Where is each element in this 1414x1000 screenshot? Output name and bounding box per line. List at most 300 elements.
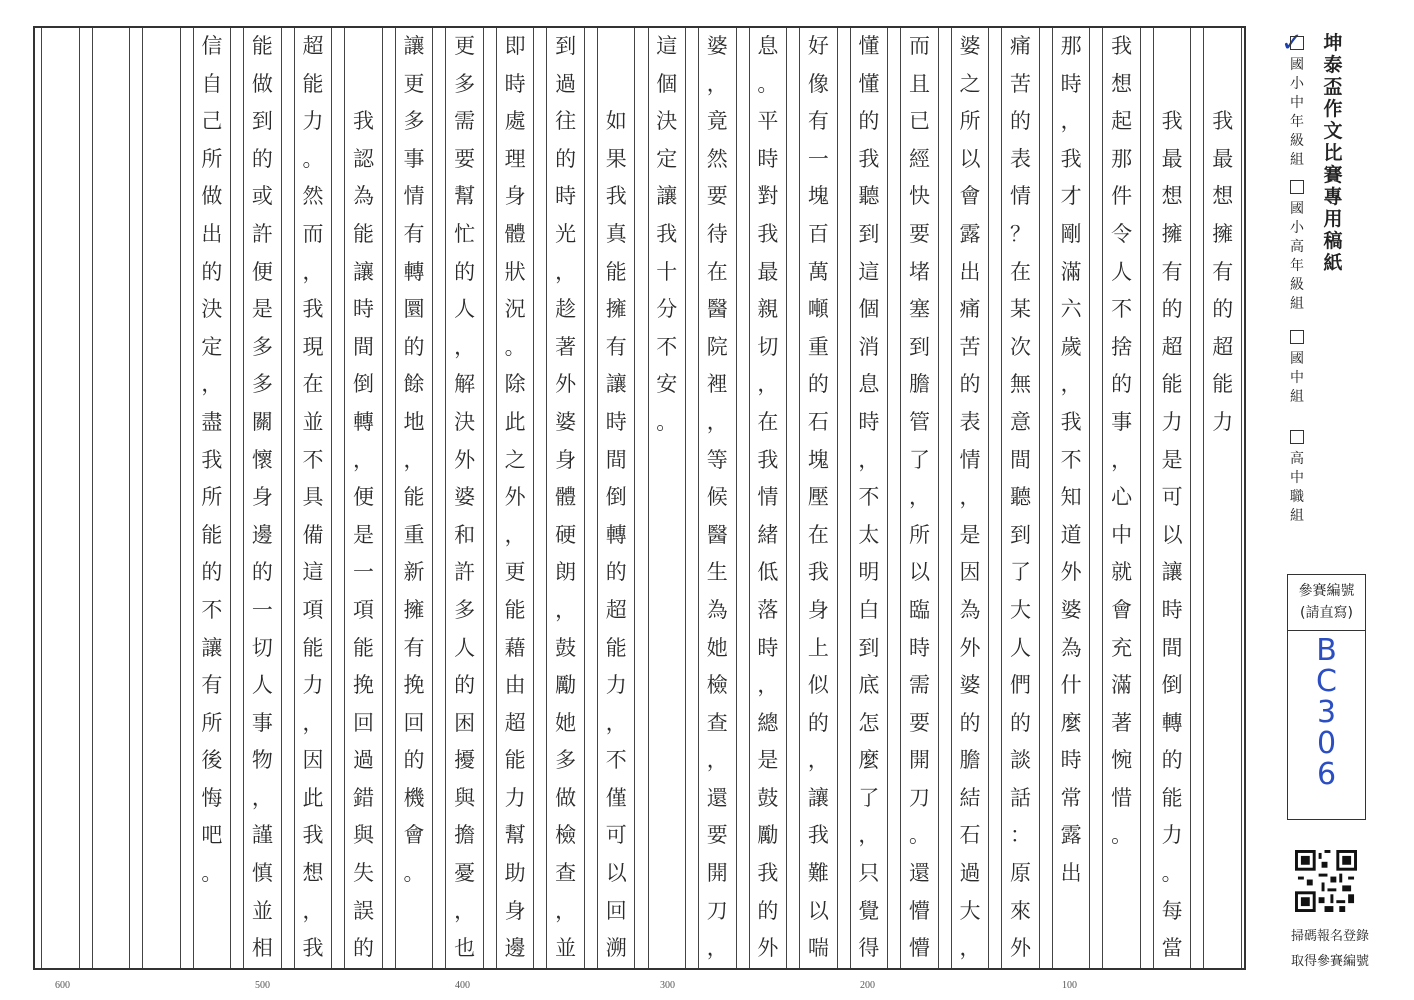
essay-char: 誤	[353, 898, 375, 923]
essay-char: 明	[858, 560, 880, 585]
entry-number-char: B	[1316, 633, 1337, 668]
essay-char: 超	[1161, 334, 1183, 359]
essay-char: 人	[1111, 259, 1133, 284]
essay-char: 的	[555, 146, 577, 171]
essay-char: 時	[1161, 597, 1183, 622]
essay-char: 到	[908, 334, 930, 359]
essay-char: 的	[605, 560, 627, 585]
essay-char: 邊	[251, 522, 273, 547]
essay-char: 而	[302, 221, 324, 246]
essay-column	[142, 28, 181, 968]
essay-char: 一	[251, 597, 273, 622]
essay-char: 光	[555, 221, 577, 246]
page-number: 100	[1062, 980, 1077, 991]
essay-char: 有	[1212, 259, 1234, 284]
essay-char: 不	[656, 334, 678, 359]
group-option-elementary-middle[interactable]	[1287, 36, 1307, 170]
qr-code-icon[interactable]	[1295, 850, 1357, 912]
essay-char: ，	[555, 898, 577, 923]
essay-char: 如	[605, 109, 627, 134]
essay-char	[1159, 66, 1185, 104]
essay-char: 憂	[454, 861, 476, 886]
essay-char: 藉	[504, 635, 526, 660]
essay-char: 是	[353, 522, 375, 547]
essay-char: 充	[1111, 635, 1133, 660]
essay-char: 露	[959, 221, 981, 246]
essay-char	[603, 66, 629, 104]
essay-char: 查	[555, 861, 577, 886]
essay-char: 能	[251, 34, 273, 58]
essay-char: 什	[1060, 673, 1082, 698]
essay-char: 已	[908, 109, 930, 134]
essay-char: 我	[302, 823, 324, 848]
essay-char: 息	[757, 34, 779, 58]
essay-char: 常	[1060, 785, 1082, 810]
entry-number-char: 6	[1316, 757, 1337, 792]
essay-char: 的	[201, 560, 223, 585]
essay-char: 有	[403, 635, 425, 660]
essay-char: 力	[302, 109, 324, 134]
essay-char: 擁	[1161, 221, 1183, 246]
essay-char: 覺	[858, 898, 880, 923]
essay-char: 婆	[959, 34, 981, 58]
essay-char: 擔	[454, 823, 476, 848]
essay-char: 時	[908, 635, 930, 660]
essay-char: 裡	[706, 372, 728, 397]
essay-char: 了	[1010, 560, 1032, 585]
essay-char: 不	[302, 447, 324, 472]
essay-char: 太	[858, 522, 880, 547]
essay-char: 婆	[454, 485, 476, 510]
essay-char: 不	[1111, 297, 1133, 322]
essay-char: 倒	[1161, 673, 1183, 698]
essay-char: 回	[403, 710, 425, 735]
essay-column	[445, 28, 484, 968]
essay-char: 便	[353, 485, 375, 510]
essay-char: 做	[251, 71, 273, 96]
essay-char: 婆	[1060, 597, 1082, 622]
essay-char: 硬	[555, 522, 577, 547]
essay-char: 困	[454, 710, 476, 735]
essay-char: 開	[908, 748, 930, 773]
essay-column	[41, 28, 80, 968]
essay-char: 多	[403, 109, 425, 134]
essay-char: 餘	[403, 372, 425, 397]
essay-char: 往	[555, 109, 577, 134]
essay-char: 由	[504, 673, 526, 698]
group-option-senior-high[interactable]	[1287, 430, 1307, 526]
essay-char: 情	[403, 184, 425, 209]
essay-char: 外	[504, 485, 526, 510]
essay-char: 人	[454, 635, 476, 660]
essay-char: 即	[504, 34, 526, 58]
essay-char: 會	[959, 184, 981, 209]
essay-char: 。	[757, 71, 779, 96]
essay-char: 分	[656, 297, 678, 322]
essay-char: 多	[251, 334, 273, 359]
essay-char: 那	[1060, 34, 1082, 58]
checkbox-icon[interactable]	[1290, 330, 1304, 344]
essay-char: 痛	[1010, 34, 1032, 58]
essay-char: 因	[959, 560, 981, 585]
essay-char: 體	[504, 221, 526, 246]
essay-char: 有	[403, 221, 425, 246]
essay-char: 不	[201, 597, 223, 622]
essay-char: 事	[1111, 409, 1133, 434]
essay-char: 人	[251, 673, 273, 698]
essay-char: 僅	[605, 785, 627, 810]
essay-char: 候	[706, 485, 728, 510]
essay-char: 錯	[353, 785, 375, 810]
essay-char: 身	[504, 898, 526, 923]
essay-char: 吧	[201, 823, 223, 848]
essay-char: 表	[959, 409, 981, 434]
essay-char: 當	[1161, 936, 1183, 961]
essay-char	[351, 66, 377, 104]
essay-char: 重	[403, 522, 425, 547]
essay-char: 更	[504, 560, 526, 585]
essay-char: 不	[605, 748, 627, 773]
essay-char: 我	[757, 221, 779, 246]
essay-char: 們	[1010, 673, 1032, 698]
essay-char: 最	[1212, 146, 1234, 171]
essay-char: 時	[858, 409, 880, 434]
essay-char: 為	[353, 184, 375, 209]
essay-char: 就	[1111, 560, 1133, 585]
essay-char: 此	[302, 785, 324, 810]
essay-char: 在	[1010, 259, 1032, 284]
page-number: 300	[660, 980, 675, 991]
essay-char: 緒	[757, 522, 779, 547]
essay-char: 備	[302, 522, 324, 547]
essay-char: 重	[807, 334, 829, 359]
essay-char: 我	[1161, 109, 1183, 134]
essay-char: 認	[353, 146, 375, 171]
essay-char: 有	[1161, 259, 1183, 284]
essay-char: 所	[201, 146, 223, 171]
essay-char: 為	[959, 597, 981, 622]
essay-char: 外	[1060, 560, 1082, 585]
essay-char: 表	[1010, 146, 1032, 171]
essay-char: 意	[1010, 409, 1032, 434]
essay-char: 百	[807, 221, 829, 246]
essay-char: 忙	[454, 221, 476, 246]
essay-char: 邊	[504, 936, 526, 961]
essay-char: 真	[605, 221, 627, 246]
essay-char: 所	[201, 710, 223, 735]
essay-char: 理	[504, 146, 526, 171]
essay-char: 大	[959, 898, 981, 923]
essay-char: 讓	[353, 259, 375, 284]
essay-char: 多	[555, 748, 577, 773]
essay-char: 的	[251, 560, 273, 585]
essay-char: 而	[908, 34, 930, 58]
essay-char: 在	[757, 409, 779, 434]
essay-char: 謹	[251, 823, 273, 848]
essay-char: 定	[201, 334, 223, 359]
essay-char: 倒	[353, 372, 375, 397]
essay-char: 讓	[656, 184, 678, 209]
essay-char: 對	[757, 184, 779, 209]
entry-number-label	[1288, 575, 1365, 631]
essay-char: 勵	[555, 673, 577, 698]
essay-char: 趁	[555, 297, 577, 322]
essay-char: 並	[302, 409, 324, 434]
essay-char: 膽	[908, 372, 930, 397]
essay-char: 婆	[555, 409, 577, 434]
entry-number-char: C	[1316, 664, 1337, 699]
checkbox-icon[interactable]	[1290, 430, 1304, 444]
essay-char: 能	[302, 71, 324, 96]
essay-char: 幫	[454, 184, 476, 209]
checkbox-icon[interactable]	[1290, 36, 1304, 50]
essay-char: 還	[706, 785, 728, 810]
essay-char: 具	[302, 485, 324, 510]
essay-column	[900, 28, 939, 968]
essay-char: 滿	[1060, 259, 1082, 284]
essay-char: 以	[959, 146, 981, 171]
essay-char: 的	[757, 898, 779, 923]
essay-char: ，	[959, 485, 981, 510]
essay-char: 定	[656, 146, 678, 171]
essay-char: 慎	[251, 861, 273, 886]
essay-char: 時	[757, 146, 779, 171]
essay-char: 此	[504, 409, 526, 434]
essay-char: 婆	[959, 673, 981, 698]
essay-char: 信	[201, 34, 223, 58]
essay-char: 幫	[504, 823, 526, 848]
essay-char: 的	[201, 259, 223, 284]
essay-char: 可	[1161, 485, 1183, 510]
essay-char: 消	[858, 334, 880, 359]
essay-char: 力	[504, 785, 526, 810]
essay-column	[395, 28, 434, 968]
essay-char: 堵	[908, 259, 930, 284]
essay-char: 外	[1010, 936, 1032, 961]
essay-column	[648, 28, 687, 968]
essay-char: 到	[251, 109, 273, 134]
essay-char: 回	[353, 710, 375, 735]
essay-char: 。	[908, 823, 930, 848]
essay-char: 為	[706, 597, 728, 622]
essay-char: ：	[1010, 823, 1032, 848]
essay-char: 道	[1060, 522, 1082, 547]
essay-char: 到	[1010, 522, 1032, 547]
essay-char: ，	[251, 785, 273, 810]
essay-char: 力	[302, 673, 324, 698]
essay-char: 讓	[1161, 560, 1183, 585]
essay-char: 且	[908, 71, 930, 96]
essay-char: ，	[555, 259, 577, 284]
essay-char: 聽	[1010, 485, 1032, 510]
essay-char: 露	[1060, 823, 1082, 848]
essay-char: 捨	[1111, 334, 1133, 359]
essay-char: 並	[555, 936, 577, 961]
essay-char: 情	[1010, 184, 1032, 209]
essay-char: ，	[454, 898, 476, 923]
entry-label-line1: 參賽編號	[1298, 583, 1355, 599]
essay-char: 超	[605, 597, 627, 622]
essay-char: 底	[858, 673, 880, 698]
entry-number-value[interactable]	[1288, 635, 1365, 790]
essay-char: 我	[757, 447, 779, 472]
essay-char: 或	[251, 184, 273, 209]
essay-char: 轉	[403, 259, 425, 284]
essay-char: 我	[353, 109, 375, 134]
writing-grid	[33, 26, 1246, 970]
essay-char: 項	[353, 597, 375, 622]
essay-char	[603, 28, 629, 66]
group-option-elementary-upper[interactable]	[1287, 180, 1307, 314]
essay-char: 白	[858, 597, 880, 622]
essay-char: 地	[403, 409, 425, 434]
essay-char: 的	[353, 936, 375, 961]
essay-char: 石	[807, 409, 829, 434]
essay-char: 有	[605, 334, 627, 359]
essay-char: 著	[1111, 710, 1133, 735]
essay-char: 體	[555, 485, 577, 510]
essay-char: ，	[403, 447, 425, 472]
essay-char: 勵	[757, 823, 779, 848]
essay-char: 為	[1060, 635, 1082, 660]
essay-char: 事	[251, 710, 273, 735]
essay-char: ，	[302, 710, 324, 735]
essay-char: 挽	[403, 673, 425, 698]
essay-char: 六	[1060, 297, 1082, 322]
essay-char: 我	[807, 560, 829, 585]
essay-char: 等	[706, 447, 728, 472]
essay-column	[496, 28, 535, 968]
essay-char: 讓	[605, 372, 627, 397]
essay-char: 能	[403, 485, 425, 510]
essay-column	[799, 28, 838, 968]
essay-char: ，	[302, 898, 324, 923]
essay-char: 盡	[201, 409, 223, 434]
essay-char: 以	[605, 861, 627, 886]
essay-char: 的	[454, 673, 476, 698]
group-option-junior-high[interactable]	[1287, 330, 1307, 407]
essay-char: 所	[959, 109, 981, 134]
essay-char: 婆	[706, 34, 728, 58]
essay-char: 到	[858, 635, 880, 660]
essay-char: 與	[454, 785, 476, 810]
essay-char: 院	[706, 334, 728, 359]
essay-char: 悔	[201, 785, 223, 810]
essay-char: 能	[605, 259, 627, 284]
essay-char: 原	[1010, 861, 1032, 886]
essay-char: 這	[302, 560, 324, 585]
essay-char: 好	[807, 34, 829, 58]
essay-char: 外	[555, 372, 577, 397]
essay-char: 失	[353, 861, 375, 886]
essay-char: 情	[757, 485, 779, 510]
essay-char: 時	[504, 71, 526, 96]
essay-char: 一	[353, 560, 375, 585]
essay-char: 之	[959, 71, 981, 96]
essay-char: 麼	[1060, 710, 1082, 735]
essay-char: 才	[1060, 184, 1082, 209]
essay-char: 的	[1010, 710, 1032, 735]
essay-char: 。	[201, 861, 223, 886]
essay-char: 了	[908, 447, 930, 472]
essay-char: 果	[605, 146, 627, 171]
essay-char: 。	[1111, 823, 1133, 848]
essay-char: 安	[656, 372, 678, 397]
essay-char: 這	[656, 34, 678, 58]
essay-char: 刀	[706, 898, 728, 923]
essay-char: 可	[605, 823, 627, 848]
essay-char: 醫	[706, 522, 728, 547]
essay-char: 轉	[353, 409, 375, 434]
essay-char: 我	[807, 823, 829, 848]
essay-char: 大	[1010, 597, 1032, 622]
essay-char: 過	[555, 71, 577, 96]
essay-char: ，	[959, 936, 981, 961]
page-number: 400	[455, 980, 470, 991]
group-label: 國小高年級組	[1290, 201, 1304, 312]
essay-char: 力	[1161, 823, 1183, 848]
essay-char: 事	[403, 146, 425, 171]
essay-char: 息	[858, 372, 880, 397]
essay-char: 親	[757, 297, 779, 322]
essay-char: 像	[807, 71, 829, 96]
essay-char: 惜	[1111, 785, 1133, 810]
essay-char: 的	[1212, 297, 1234, 322]
essay-char: 石	[959, 823, 981, 848]
essay-char: 我	[656, 221, 678, 246]
essay-column	[1203, 28, 1242, 968]
essay-char: ，	[353, 447, 375, 472]
essay-char: 我	[757, 861, 779, 886]
essay-char: 能	[605, 635, 627, 660]
checkbox-icon[interactable]	[1290, 180, 1304, 194]
essay-char: 力	[1212, 409, 1234, 434]
essay-column	[698, 28, 737, 968]
essay-char: 更	[454, 34, 476, 58]
essay-char: 我	[605, 184, 627, 209]
essay-char: 我	[302, 936, 324, 961]
essay-column	[749, 28, 788, 968]
essay-char: 知	[1060, 485, 1082, 510]
essay-char: 的	[959, 372, 981, 397]
essay-char: 決	[454, 409, 476, 434]
essay-char: 身	[251, 485, 273, 510]
essay-char: 的	[1111, 372, 1133, 397]
essay-char: 以	[807, 898, 829, 923]
essay-char: 許	[454, 560, 476, 585]
essay-char: 能	[353, 635, 375, 660]
essay-char: 能	[1161, 372, 1183, 397]
essay-char: ？	[1010, 221, 1032, 246]
essay-char: 讓	[403, 34, 425, 58]
essay-char: 過	[959, 861, 981, 886]
essay-char: 情	[959, 447, 981, 472]
essay-column	[850, 28, 889, 968]
essay-char: 時	[605, 409, 627, 434]
essay-char: 最	[1161, 146, 1183, 171]
essay-char: 轉	[605, 522, 627, 547]
essay-char: 那	[1111, 146, 1133, 171]
essay-char: 得	[858, 936, 880, 961]
essay-char: 身	[807, 597, 829, 622]
essay-char: 的	[251, 146, 273, 171]
essay-char: 人	[454, 297, 476, 322]
essay-char: 苦	[1010, 71, 1032, 96]
essay-char: 查	[706, 710, 728, 735]
essay-char: 我	[201, 447, 223, 472]
essay-char: ，	[757, 673, 779, 698]
essay-char: 的	[959, 710, 981, 735]
